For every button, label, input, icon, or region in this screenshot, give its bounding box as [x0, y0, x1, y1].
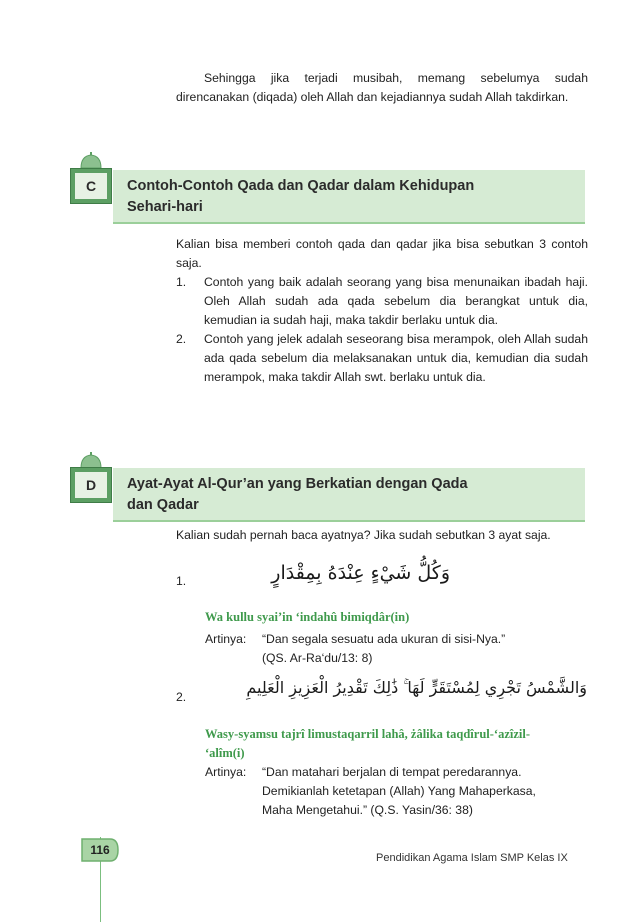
section-d-heading: [113, 468, 585, 520]
translation-line: “Dan segala sesuatu ada ukuran di sisi-Nya.”: [262, 632, 506, 646]
list-item-text: Contoh yang baik adalah seorang yang bisa menunaikan ibadah haji. Oleh Allah sudah ada qada sebelum dia berangkat untuk dia, kemudian ia sudah haji, maka takdir berlaku untuk dia.: [204, 275, 588, 327]
translation-line: Maha Mengetahui.” (Q.S. Yasin/36: 38): [262, 803, 473, 817]
section-d-divider: [113, 520, 585, 522]
verse-2-translation: [205, 763, 595, 820]
translation-label: Artinya:: [205, 765, 247, 779]
section-d-title-line2: dan Qadar: [127, 497, 199, 513]
verse-2-transliteration: [205, 725, 588, 763]
dome-icon: [77, 152, 105, 168]
translation-line: Demikianlah ketetapan (Allah) Yang Mahaperkasa,: [262, 784, 536, 798]
page-number: 116: [90, 843, 110, 857]
section-c-divider: [113, 222, 585, 224]
verse-1-translation: [205, 630, 595, 668]
section-d-title-line1: Ayat-Ayat Al-Qur’an yang Berkatian dengan Qada: [127, 476, 468, 492]
translation-line: “Dan matahari berjalan di tempat peredarannya.: [262, 765, 522, 779]
section-c-title-line2: Sehari-hari: [127, 199, 203, 215]
verse-2-number: 2.: [176, 690, 187, 704]
footer-book-title: Pendidikan Agama Islam SMP Kelas IX: [376, 852, 568, 864]
section-c-badge: [70, 168, 112, 204]
section-c-heading: [113, 170, 585, 222]
translation-line: (QS. Ar-Ra‘du/13: 8): [262, 651, 373, 665]
list-item: [176, 273, 588, 330]
verse-1-number: 1.: [176, 574, 187, 588]
transliteration-line: ‘alîm(i): [205, 746, 245, 760]
verse-1-transliteration: Wa kullu syai’in ‘indahû bimiqdâr(in): [205, 610, 410, 624]
list-item: [176, 330, 588, 387]
translation-label: Artinya:: [205, 632, 247, 646]
dome-icon: [77, 452, 105, 468]
section-c-list: [176, 273, 588, 387]
section-c-intro: Kalian bisa memberi contoh qada dan qadar jika bisa sebutkan 3 contoh saja.: [176, 237, 588, 270]
section-d-intro: Kalian sudah pernah baca ayatnya? Jika sudah sebutkan 3 ayat saja.: [176, 528, 551, 542]
transliteration-line: Wasy-syamsu tajrî limustaqarril lahâ, żâlika taqdîrul-‘azîzil-: [205, 727, 530, 741]
list-item-text: Contoh yang jelek adalah seseorang bisa merampok, oleh Allah sudah ada qada sebelum dia melaksanakan untuk dia, kemudian dia sudah merampok, maka takdir Allah swt. berlaku untuk dia.: [204, 332, 588, 384]
section-c-letter: C: [75, 173, 107, 199]
list-item-number: 1.: [176, 275, 187, 289]
section-d-letter: D: [75, 472, 107, 498]
section-c-title-line1: Contoh-Contoh Qada dan Qadar dalam Kehidupan: [127, 178, 475, 194]
verse-2-arabic: وَالشَّمْسُ تَجْرِي لِمُسْتَقَرٍّ لَهَا ۚ ذَٰلِكَ تَقْدِيرُ الْعَزِيزِ الْعَلِيمِ: [246, 678, 587, 697]
page-number-badge: [80, 837, 120, 863]
list-item-number: 2.: [176, 332, 187, 346]
verse-1-arabic: وَكُلُّ شَيْءٍ عِنْدَهُ بِمِقْدَارٍ: [271, 562, 450, 584]
intro-paragraph: Sehingga jika terjadi musibah, memang sebelumya sudah direncanakan (diqada) oleh Allah dan kejadiannya sudah Allah takdirkan.: [176, 71, 588, 104]
section-d-badge: [70, 467, 112, 503]
